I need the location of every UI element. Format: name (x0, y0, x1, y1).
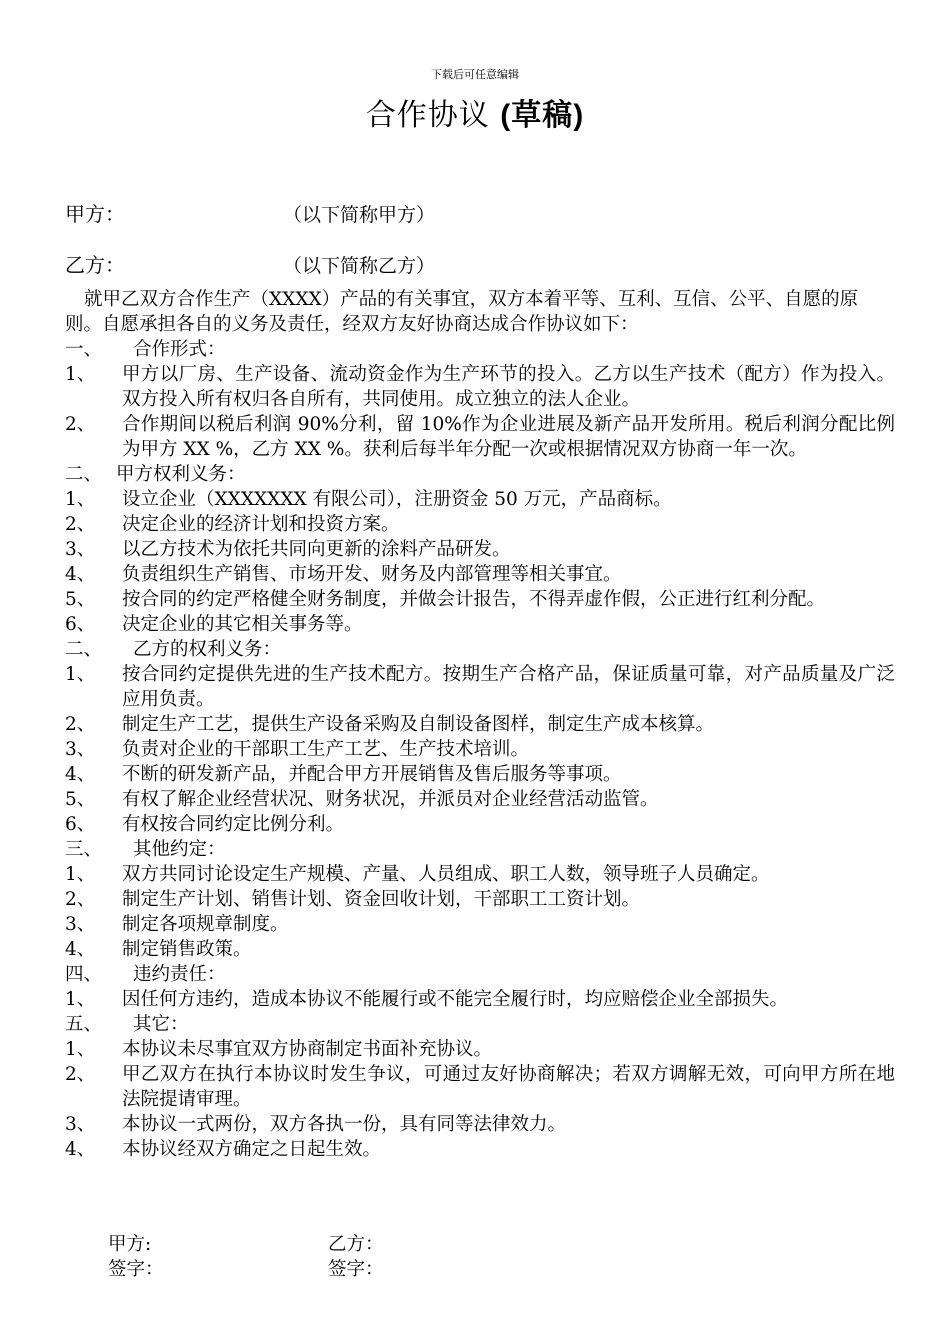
section-heading (65, 962, 895, 987)
clause-number: 4、 (65, 764, 96, 785)
clause-text: 设立企业（XXXXXXX 有限公司），注册资金 50 万元，产品商标。 (122, 489, 672, 510)
clause-item (65, 1112, 895, 1137)
clause-number: 1、 (65, 489, 96, 510)
section-title: 其它： (133, 1014, 189, 1035)
section-heading (65, 837, 895, 862)
clause-item (65, 862, 895, 887)
clause-text: 本协议经双方确定之日起生效。 (122, 1139, 382, 1160)
clause-item (65, 912, 895, 937)
party-a-label: 甲方： (65, 202, 125, 226)
section-number: 四、 (65, 964, 103, 985)
sections (65, 337, 895, 1162)
intro-paragraph: 就甲乙双方合作生产（XXXX）产品的有关事宜，双方本着平等、互利、互信、公平、自愿的原则。自愿承担各自的义务及责任，经双方友好协商达成合作协议如下： (65, 289, 859, 335)
clause-item (65, 662, 895, 712)
clause-item (65, 512, 895, 537)
party-b-note: （以下简称乙方） (283, 255, 436, 277)
clause-item (65, 1037, 895, 1062)
section-heading (65, 637, 895, 662)
clause-text: 制定生产工艺，提供生产设备采购及自制设备图样，制定生产成本核算。 (122, 714, 715, 735)
signature-sign-b-label: 签字： (328, 1259, 384, 1280)
clause-text: 制定各项规章制度。 (122, 914, 289, 935)
clause-item (65, 787, 895, 812)
document-title (0, 90, 950, 134)
clause-number: 4、 (65, 939, 96, 960)
section-title: 甲方权利义务： (116, 464, 246, 485)
section-heading (65, 462, 895, 487)
clause-number: 3、 (65, 914, 96, 935)
clause-text: 不断的研发新产品，并配合甲方开展销售及售后服务等事项。 (122, 764, 622, 785)
clause-number: 3、 (65, 1114, 96, 1135)
clause-number: 2、 (65, 414, 96, 435)
clause-text: 制定销售政策。 (122, 939, 252, 960)
section-heading (65, 1012, 895, 1037)
clause-item (65, 887, 895, 912)
title-draft: (草稿) (500, 99, 585, 132)
party-a-note: （以下简称甲方） (283, 204, 436, 226)
clause-text: 本协议未尽事宜双方协商制定书面补充协议。 (122, 1039, 493, 1060)
signature-sign-row (108, 1257, 384, 1282)
clause-number: 3、 (65, 539, 96, 560)
clause-item (65, 587, 895, 612)
clause-number: 3、 (65, 739, 96, 760)
signature-party-a-label: 甲方: (108, 1234, 152, 1255)
clause-number: 4、 (65, 1139, 96, 1160)
clause-number: 2、 (65, 1064, 96, 1085)
clause-item (65, 612, 895, 637)
section-title: 其他约定： (133, 839, 226, 860)
title-main: 合作协议 (365, 98, 501, 133)
clause-text: 负责对企业的干部职工生产工艺、生产技术培训。 (122, 739, 530, 760)
clause-text: 按合同约定提供先进的生产技术配方。按期生产合格产品，保证质量可靠，对产品质量及广泛应用负责。 (122, 664, 895, 710)
clause-item (65, 362, 895, 412)
section-number: 三、 (65, 839, 103, 860)
clause-number: 1、 (65, 664, 96, 685)
section-number: 五、 (65, 1014, 103, 1035)
party-b-label: 乙方： (65, 253, 125, 277)
clause-item (65, 737, 895, 762)
clause-text: 本协议一式两份，双方各执一份，具有同等法律效力。 (122, 1114, 567, 1135)
clause-item (65, 537, 895, 562)
clause-number: 5、 (65, 589, 96, 610)
clause-number: 2、 (65, 514, 96, 535)
section-number: 二、 (65, 464, 103, 485)
clause-text: 负责组织生产销售、市场开发、财务及内部管理等相关事宜。 (122, 564, 622, 585)
party-b-line (65, 249, 436, 278)
clause-text: 合作期间以税后利润 90%分利，留 10%作为企业进展及新产品开发所用。税后利润分配比例为甲方 XX %，乙方 XX %。获利后每半年分配一次或根据情况双方协商一年一次。 (122, 414, 895, 460)
clause-text: 甲乙双方在执行本协议时发生争议，可通过友好协商解决；若双方调解无效，可向甲方所在地法院提请审理。 (122, 1064, 895, 1110)
header-note: 下载后可任意编辑 (431, 68, 519, 81)
clause-item (65, 937, 895, 962)
clause-text: 以乙方技术为依托共同向更新的涂料产品研发。 (122, 539, 511, 560)
clause-number: 6、 (65, 614, 96, 635)
clause-item (65, 562, 895, 587)
clause-item (65, 1137, 895, 1162)
clause-item (65, 712, 895, 737)
clause-number: 1、 (65, 1039, 96, 1060)
clause-number: 6、 (65, 814, 96, 835)
clause-number: 1、 (65, 864, 96, 885)
signature-party-row (108, 1232, 384, 1257)
clause-item (65, 812, 895, 837)
clause-item (65, 412, 895, 462)
clause-item (65, 487, 895, 512)
signature-sign-a-label: 签字： (108, 1259, 164, 1280)
clause-text: 制定生产计划、销售计划、资金回收计划，干部职工工资计划。 (122, 889, 641, 910)
clause-item (65, 1062, 895, 1112)
clause-item (65, 762, 895, 787)
clause-text: 决定企业的经济计划和投资方案。 (122, 514, 400, 535)
clause-number: 1、 (65, 989, 96, 1010)
section-number: 一、 (65, 339, 103, 360)
clause-number: 4、 (65, 564, 96, 585)
clause-text: 双方共同讨论设定生产规模、产量、人员组成、职工人数，领导班子人员确定。 (122, 864, 770, 885)
section-title: 乙方的权利义务： (133, 639, 282, 660)
clause-text: 有权了解企业经营状况、财务状况，并派员对企业经营活动监管。 (122, 789, 659, 810)
signature-party-b-label: 乙方： (328, 1234, 384, 1255)
clause-item (65, 987, 895, 1012)
clause-text: 有权按合同约定比例分利。 (122, 814, 345, 835)
clause-text: 决定企业的其它相关事务等。 (122, 614, 363, 635)
clause-text: 按合同的约定严格健全财务制度，并做会计报告，不得弄虚作假，公正进行红利分配。 (122, 589, 826, 610)
clause-number: 2、 (65, 714, 96, 735)
section-title: 合作形式： (133, 339, 226, 360)
clause-number: 1、 (65, 364, 96, 385)
clause-text: 甲方以厂房、生产设备、流动资金作为生产环节的投入。乙方以生产技术（配方）作为投入。双方投入所有权归各自所有，共同使用。成立独立的法人企业。 (122, 364, 895, 410)
party-a-line (65, 198, 436, 227)
section-heading (65, 337, 895, 362)
clause-number: 2、 (65, 889, 96, 910)
section-number: 二、 (65, 639, 103, 660)
agreement-body (65, 287, 895, 1162)
clause-text: 因任何方违约，造成本协议不能履行或不能完全履行时，均应赔偿企业全部损失。 (122, 989, 789, 1010)
clause-number: 5、 (65, 789, 96, 810)
section-title: 违约责任： (133, 964, 226, 985)
